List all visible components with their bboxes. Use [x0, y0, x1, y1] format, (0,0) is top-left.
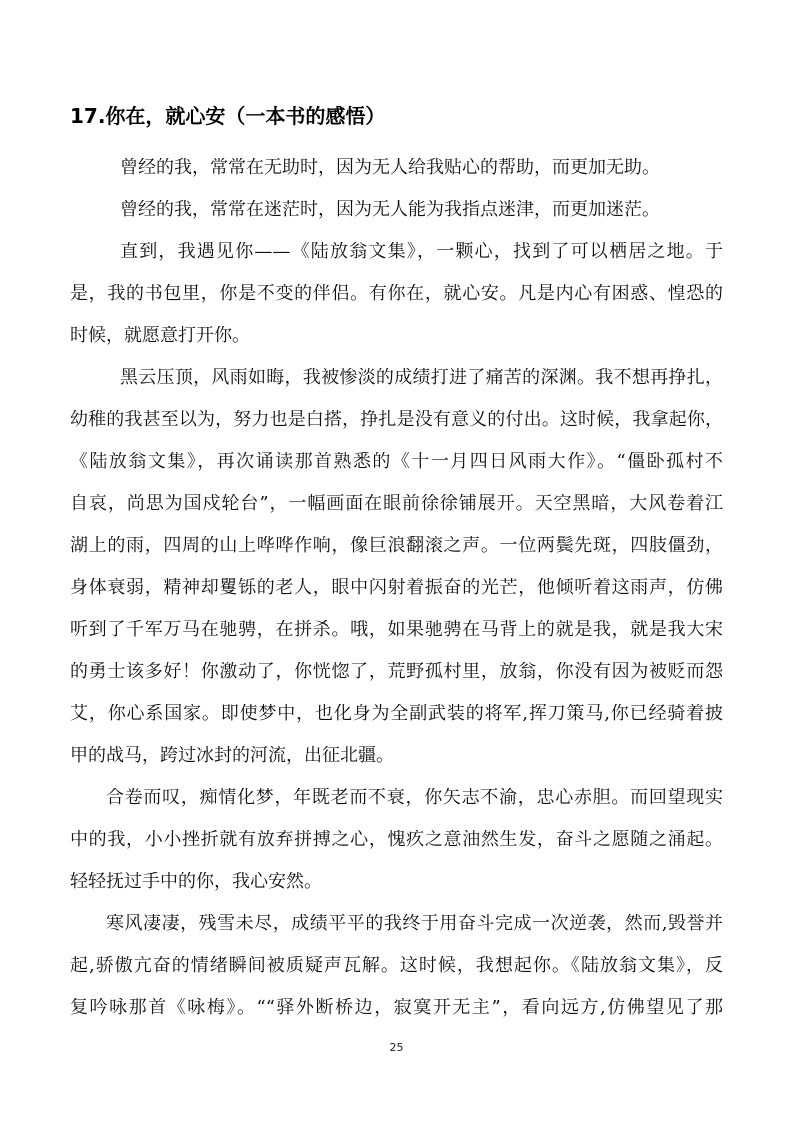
paragraph-5-line-2: 中的我，小小挫折就有放弃拼搏之心，愧疚之意油然生发，奋斗之愿随之涌起。: [70, 830, 723, 850]
paragraph-3-line-3: 时候，就愿意打开你。: [70, 326, 250, 346]
paragraph-2-line-1: 曾经的我，常常在迷茫时，因为无人能为我指点迷津，而更加迷茫。: [120, 200, 660, 220]
paragraph-6-line-2: 起,骄傲亢奋的情绪瞬间被质疑声瓦解。这时候，我想起你。《陆放翁文集》，反: [70, 956, 723, 976]
paragraph-4-line-9: 艾，你心系国家。即使梦中，也化身为全副武装的将军,挥刀策马,你已经骑着披: [70, 704, 723, 724]
paragraph-4-line-2: 幼稚的我甚至以为，努力也是白搭，挣扎是没有意义的付出。这时候，我拿起你，: [70, 410, 723, 430]
article-title: 17.你在，就心安（一本书的感悟）: [70, 104, 386, 128]
article-body: [70, 158, 723, 1018]
paragraph-4-line-8: 的勇士该多好！你激动了，你恍惚了，荒野孤村里，放翁，你没有因为被贬而怨: [70, 662, 723, 682]
paragraph-4-line-10: 甲的战马，跨过冰封的河流，出征北疆。: [70, 746, 394, 766]
paragraph-4-line-6: 身体衰弱，精神却矍铄的老人，眼中闪射着振奋的光芒，他倾听着这雨声，仿佛: [70, 578, 723, 598]
paragraph-4-line-1: 黑云压顶，风雨如晦，我被惨淡的成绩打进了痛苦的深渊。我不想再挣扎，: [120, 368, 723, 388]
paragraph-4-line-4: 自哀，尚思为国戍轮台”，一幅画面在眼前徐徐铺展开。天空黑暗，大风卷着江: [70, 494, 723, 514]
paragraph-6-line-3: 复吟咏那首《咏梅》。““驿外断桥边，寂寞开无主”，看向远方,仿佛望见了那: [70, 998, 723, 1018]
paragraph-3-line-2: 是，我的书包里，你是不变的伴侣。有你在，就心安。凡是内心有困惑、惶恐的: [70, 284, 723, 304]
paragraph-4-line-5: 湖上的雨，四周的山上哗哗作响，像巨浪翻滚之声。一位两鬓先斑，四肢僵劲，: [70, 536, 723, 556]
page-number: 25: [389, 1041, 404, 1054]
paragraph-4-line-7: 听到了千军万马在驰骋，在拼杀。哦，如果驰骋在马背上的就是我，就是我大宋: [70, 620, 723, 640]
paragraph-5-line-3: 轻轻抚过手中的你，我心安然。: [70, 872, 322, 892]
paragraph-1-line-1: 曾经的我，常常在无助时，因为无人给我贴心的帮助，而更加无助。: [120, 158, 660, 178]
paragraph-6-line-1: 寒风凄凄，残雪未尽，成绩平平的我终于用奋斗完成一次逆袭，然而,毁誉并: [106, 914, 723, 934]
paragraph-3-line-1: 直到，我遇见你——《陆放翁文集》，一颗心，找到了可以栖居之地。于: [120, 242, 723, 262]
paragraph-4-line-3: 《陆放翁文集》，再次诵读那首熟悉的《十一月四日风雨大作》。“僵卧孤村不: [70, 452, 723, 472]
paragraph-5-line-1: 合卷而叹，痴情化梦，年既老而不衰，你矢志不渝，忠心赤胆。而回望现实: [106, 788, 723, 808]
